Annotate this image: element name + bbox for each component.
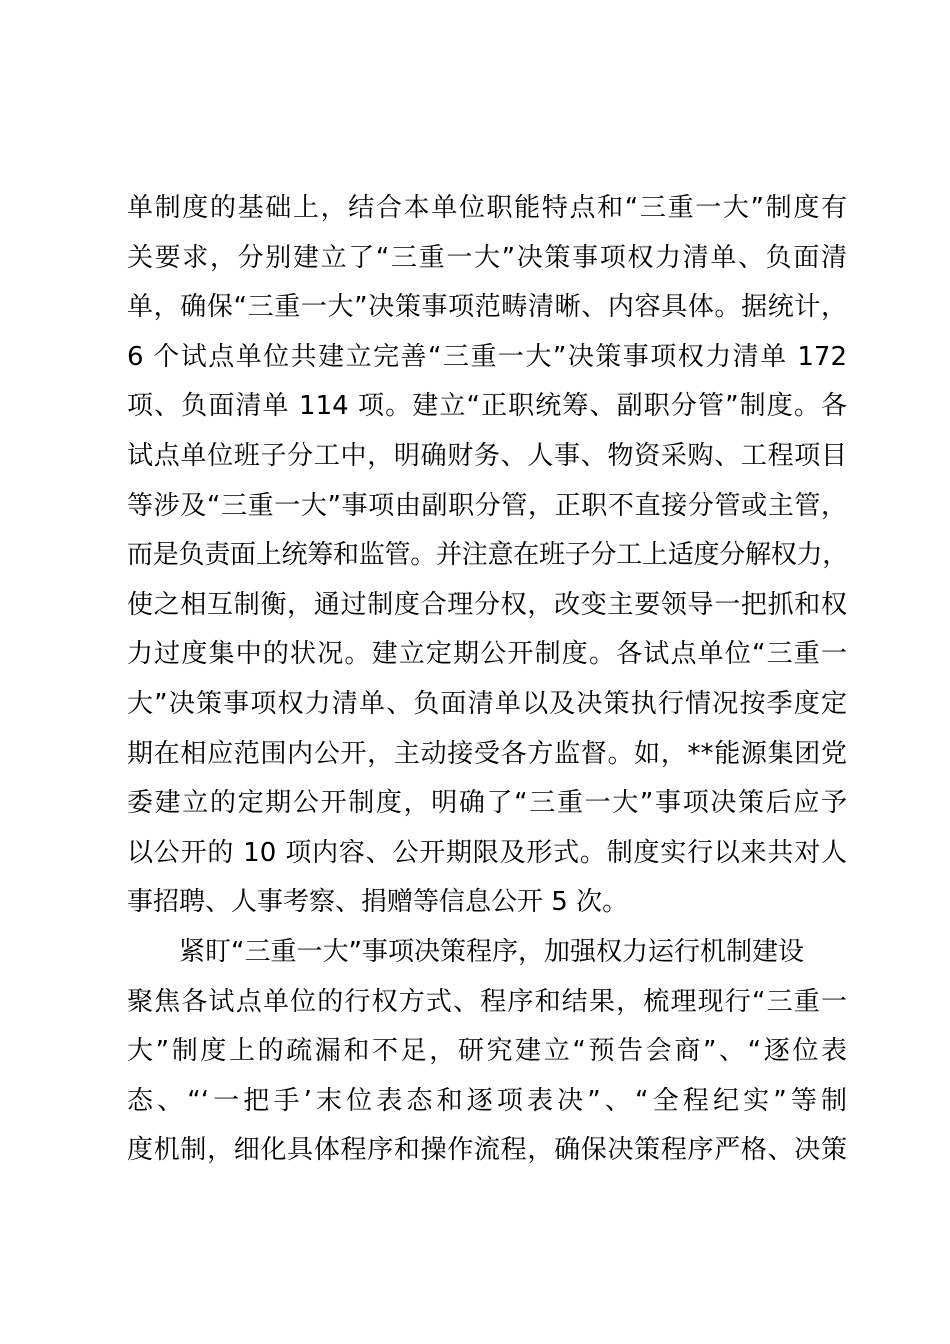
body-text: [127, 184, 847, 1176]
text-line: 单制度的基础上，结合本单位职能特点和“三重一大”制度有: [127, 193, 847, 223]
text-line: 期在相应范围内公开，主动接受各方监督。如，**能源集团党: [127, 738, 847, 769]
text-line: 试点单位班子分工中，明确财务、人事、物资采购、工程项目: [127, 440, 847, 471]
text-line: 大”决策事项权力清单、负面清单以及决策执行情况按季度定: [127, 688, 847, 719]
text-line: 大”制度上的疏漏和不足，研究建立“预告会商”、“逐位表: [127, 1036, 847, 1067]
text-line: 态、“‘一把手’末位表态和逐项表决”、“全程纪实”等制: [127, 1085, 847, 1116]
text-line: 而是负责面上统筹和监管。并注意在班子分工上适度分解权力，: [127, 540, 849, 571]
text-line: 聚焦各试点单位的行权方式、程序和结果，梳理现行“三重一: [127, 986, 847, 1017]
text-line: 关要求，分别建立了“三重一大”决策事项权力清单、负面清: [127, 242, 847, 273]
text-line: 使之相互制衡，通过制度合理分权，改变主要领导一把抓和权: [127, 589, 847, 620]
text-line: 6 个试点单位共建立完善“三重一大”决策事项权力清单 172: [127, 341, 847, 372]
text-line: 委建立的定期公开制度，明确了“三重一大”事项决策后应予: [127, 788, 847, 819]
text-line: 以公开的 10 项内容、公开期限及形式。制度实行以来共对人: [127, 837, 847, 868]
text-line: 度机制，细化具体程序和操作流程，确保决策程序严格、决策: [127, 1135, 847, 1166]
text-line: 紧盯“三重一大”事项决策程序，加强权力运行机制建设: [179, 936, 804, 967]
text-line: 项、负面清单 114 项。建立“正职统筹、副职分管”制度。各: [127, 391, 847, 422]
text-line: 事招聘、人事考察、捐赠等信息公开 5 次。: [127, 887, 629, 918]
text-line: 力过度集中的状况。建立定期公开制度。各试点单位“三重一: [127, 639, 847, 670]
text-line: 等涉及“三重一大”事项由副职分管，正职不直接分管或主管，: [127, 490, 847, 521]
text-line: 单，确保“三重一大”决策事项范畴清晰、内容具体。据统计，: [127, 292, 847, 323]
